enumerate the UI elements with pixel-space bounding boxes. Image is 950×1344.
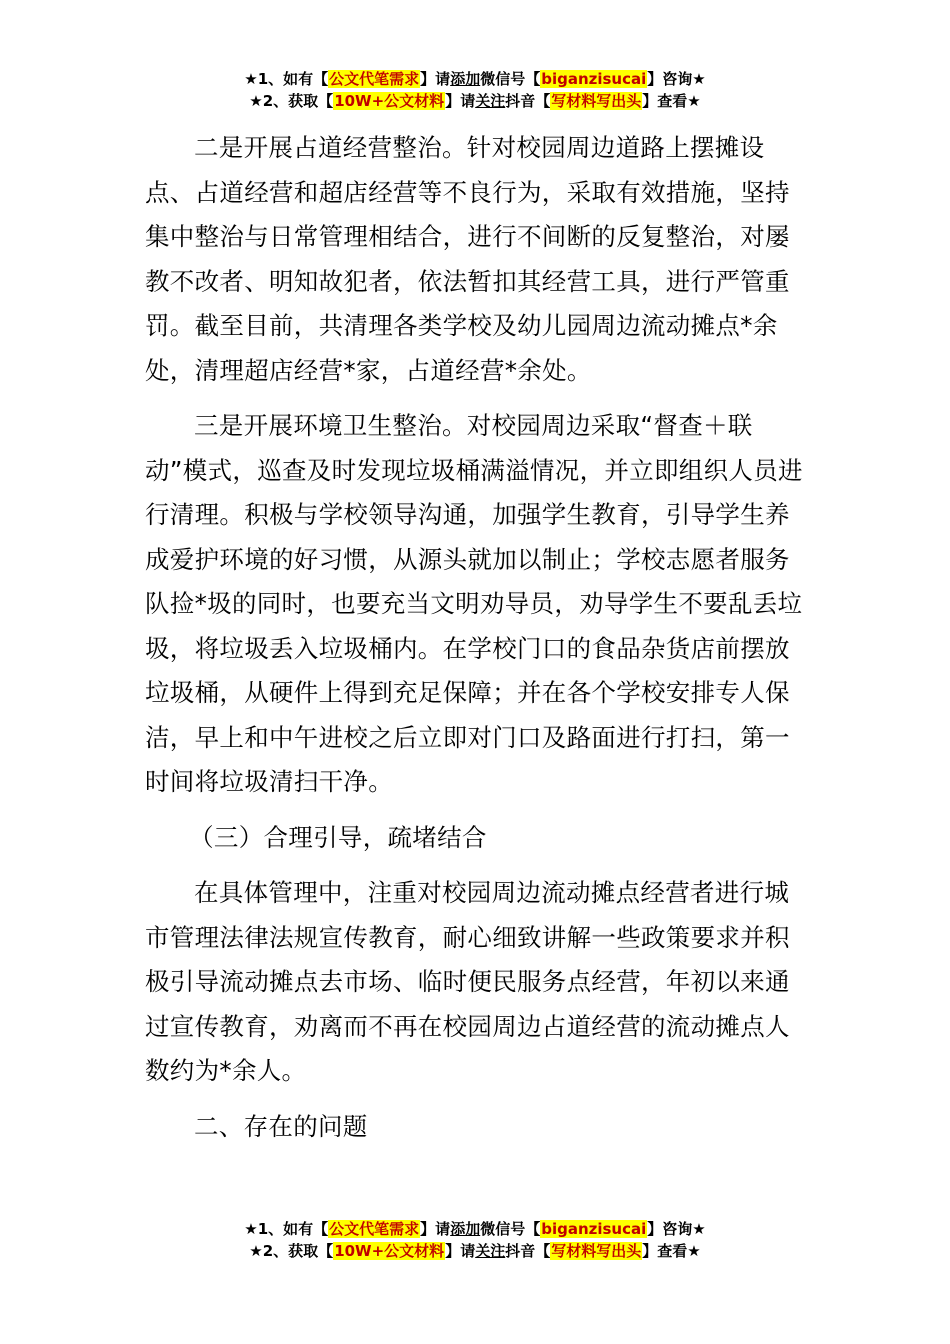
banner-text: 抖音【 — [505, 92, 551, 110]
banner-highlight: 写材料写出头 — [551, 92, 642, 110]
banner-text: 】请 — [420, 70, 451, 88]
banner-text: 微信号【 — [480, 70, 541, 88]
banner-highlight: biganzisucai — [541, 70, 647, 88]
header-banner-line-1 — [0, 68, 950, 90]
footer-banner-line-1 — [0, 1218, 950, 1240]
banner-text: 】查看★ — [642, 1242, 701, 1260]
subheading-guidance: （三）合理引导，疏堵结合 — [189, 822, 487, 852]
banner-text: 抖音【 — [505, 1242, 551, 1260]
paragraph-occupation-rectification: 二是开展占道经营整治。针对校园周边道路上摆摊设点、占道经营和超店经营等不良行为，采取有效措施，坚持集中整治与日常管理相结合，进行不间断的反复整治，对屡教不改者、明知故犯者，依法暂扣其经营工具，进行严管重罚。截至目前，共清理各类学校及幼儿园周边流动摊点*余处，清理超店经营*家，占道经营*余处。 — [145, 133, 790, 385]
banner-underline: 添加 — [450, 1220, 481, 1238]
banner-text: 】咨询★ — [647, 1220, 706, 1238]
banner-text: 】请 — [445, 92, 476, 110]
banner-highlight: 10W+公文材料 — [334, 1242, 445, 1260]
footer-banner-line-2 — [0, 1240, 950, 1262]
banner-text: 】请 — [420, 1220, 451, 1238]
banner-underline: 添加 — [450, 70, 481, 88]
banner-underline: 关注 — [475, 92, 506, 110]
banner-text: ★2、获取【 — [249, 1242, 334, 1260]
banner-text: 】查看★ — [642, 92, 701, 110]
banner-text: 】请 — [445, 1242, 476, 1260]
banner-highlight: 公文代笔需求 — [329, 1220, 420, 1238]
header-banner — [0, 68, 950, 112]
banner-highlight: 写材料写出头 — [551, 1242, 642, 1260]
banner-highlight: 10W+公文材料 — [334, 92, 445, 110]
body-text — [145, 126, 810, 1160]
banner-text: ★1、如有【 — [244, 70, 329, 88]
paragraph-guidance: 在具体管理中，注重对校园周边流动摊点经营者进行城市管理法律法规宣传教育，耐心细致讲解一些政策要求并积极引导流动摊点去市场、临时便民服务点经营，年初以来通过宣传教育，劝离而不再在校园周边占道经营的流动摊点人数约为*余人。 — [145, 878, 790, 1085]
banner-highlight: 公文代笔需求 — [329, 70, 420, 88]
banner-underline: 关注 — [475, 1242, 506, 1260]
banner-text: ★2、获取【 — [249, 92, 334, 110]
banner-highlight: biganzisucai — [541, 1220, 647, 1238]
paragraph-sanitation-rectification: 三是开展环境卫生整治。对校园周边采取“督查＋联动”模式，巡查及时发现垃圾桶满溢情况，并立即组织人员进行清理。积极与学校领导沟通，加强学生教育，引导学生养成爱护环境的好习惯，从源头就加以制止；学校志愿者服务队捡*圾的同时，也要充当文明劝导员，劝导学生不要乱丢垃圾，将垃圾丢入垃圾桶内。在学校门口的食品杂货店前摆放垃圾桶，从硬件上得到充足保障；并在各个学校安排专人保洁，早上和中午进校之后立即对门口及路面进行打扫，第一时间将垃圾清扫干净。 — [145, 411, 803, 796]
section-heading-problems: 二、存在的问题 — [194, 1111, 368, 1141]
banner-text: 微信号【 — [480, 1220, 541, 1238]
banner-text: ★1、如有【 — [244, 1220, 329, 1238]
footer-banner — [0, 1218, 950, 1262]
header-banner-line-2 — [0, 90, 950, 112]
banner-text: 】咨询★ — [647, 70, 706, 88]
